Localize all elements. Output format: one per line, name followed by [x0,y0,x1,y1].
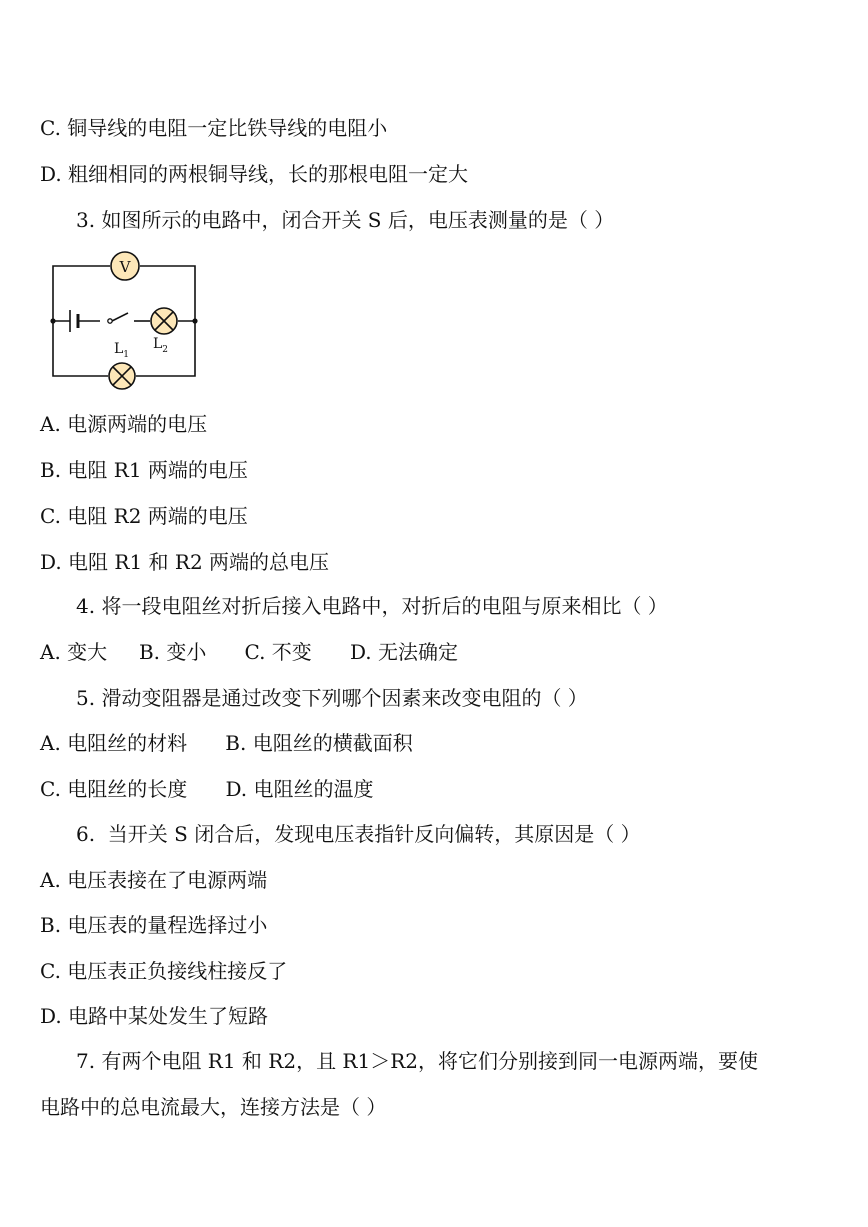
voltmeter-label: V [119,258,131,276]
question-7-stem-2: 电路中的总电流最大，连接方法是（ ） [40,1095,387,1119]
battery-icon [70,310,78,332]
question-5-stem: 5. 滑动变阻器是通过改变下列哪个因素来改变电阻的（ ） [76,686,588,710]
junction-right [192,318,197,323]
lamp-l2-label: $L_2$ [153,336,169,355]
q6-option-a: A. 电压表接在了电源两端 [40,868,268,892]
q3-option-a: A. 电源两端的电压 [40,412,208,436]
q3-option-b: B. 电阻 R1 两端的电压 [40,458,248,482]
question-7-stem-1: 7. 有两个电阻 R1 和 R2，且 R1＞R2，将它们分别接到同一电源两端，要使 [76,1049,759,1073]
prev-option-c: C. 铜导线的电阻一定比铁导线的电阻小 [40,116,388,140]
q5-options-1: A. 电阻丝的材料 B. 电阻丝的横截面积 [40,731,413,755]
lamp-l1-icon [109,363,135,389]
q6-option-b: B. 电压表的量程选择过小 [40,913,268,937]
q6-option-d: D. 电路中某处发生了短路 [40,1004,269,1028]
q3-option-c: C. 电阻 R2 两端的电压 [40,504,248,528]
prev-option-d: D. 粗细相同的两根铜导线，长的那根电阻一定大 [40,162,469,186]
circuit-diagram [40,250,210,390]
question-6-stem: 6. 当开关 S 闭合后，发现电压表指针反向偏转，其原因是（ ） [76,822,641,846]
q5-options-2: C. 电阻丝的长度 D. 电阻丝的温度 [40,777,374,801]
lamp-l1-label: $L_1$ [114,341,130,360]
junction-left [50,318,55,323]
voltmeter-icon [111,252,139,280]
q4-options: A. 变大 B. 变小 C. 不变 D. 无法确定 [40,640,458,664]
question-4-stem: 4. 将一段电阻丝对折后接入电路中，对折后的电阻与原来相比（ ） [76,594,668,618]
lamp-l2-icon [151,308,177,334]
q6-option-c: C. 电压表正负接线柱接反了 [40,959,288,983]
q3-option-d: D. 电阻 R1 和 R2 两端的总电压 [40,550,330,574]
switch-icon [108,319,112,323]
question-3-stem: 3. 如图所示的电路中，闭合开关 S 后，电压表测量的是（ ） [76,208,615,232]
